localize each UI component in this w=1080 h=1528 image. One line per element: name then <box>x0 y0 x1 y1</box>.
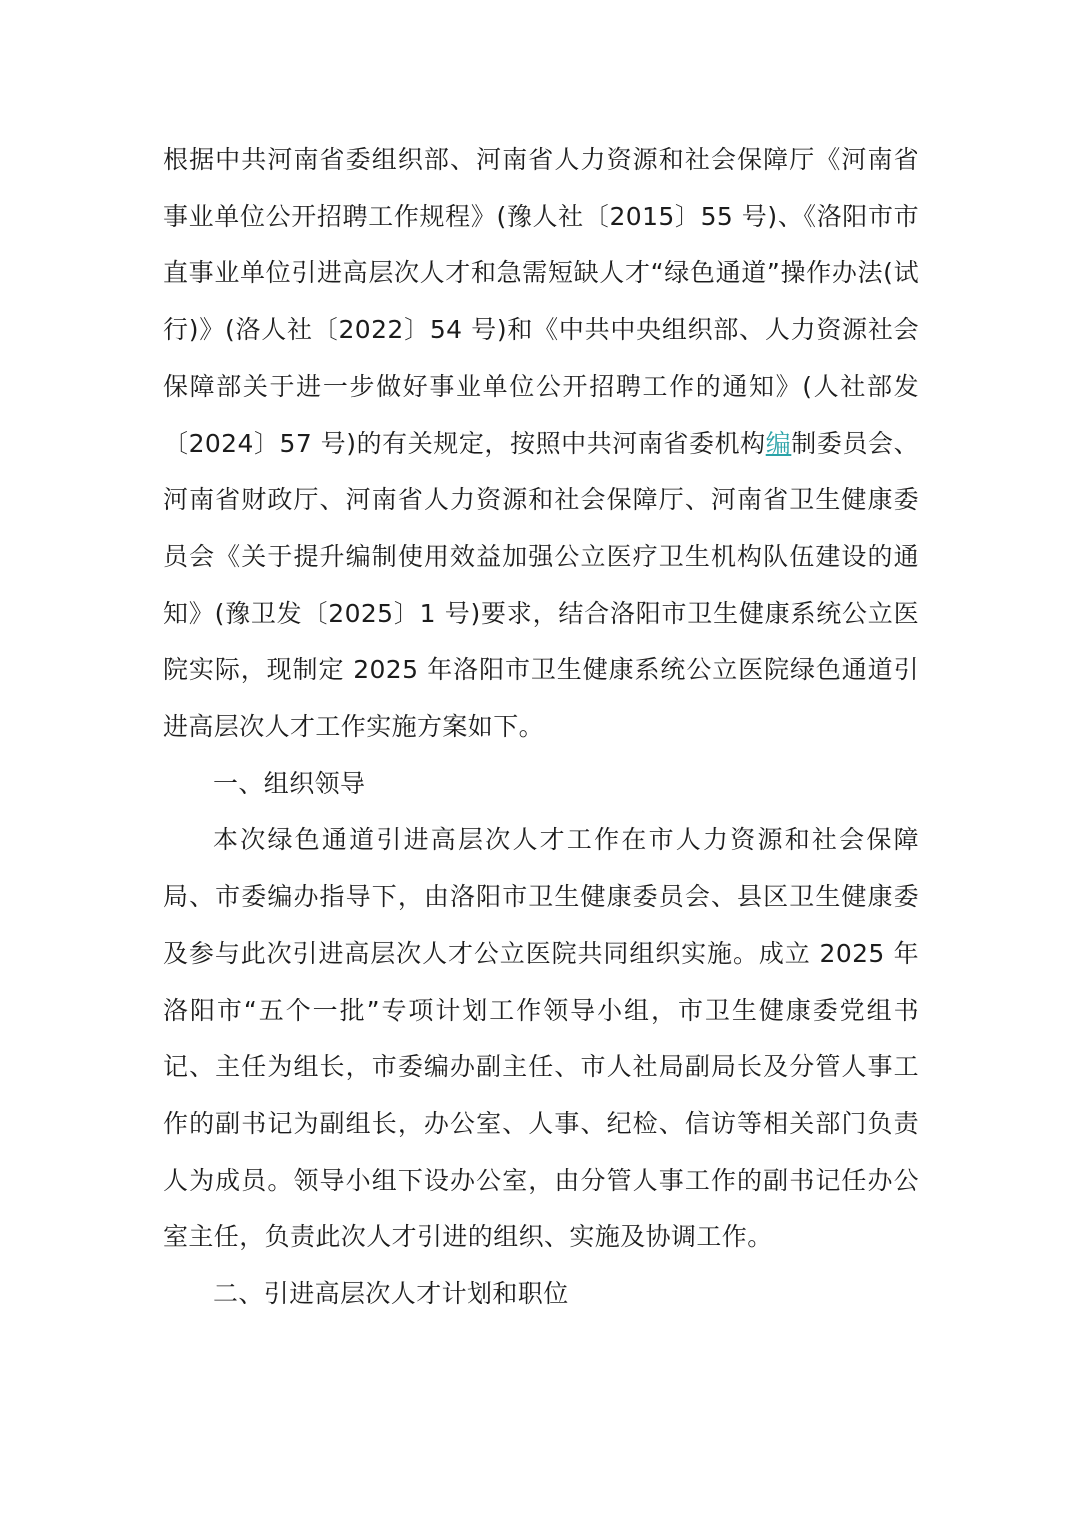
document-body <box>163 132 919 1323</box>
intro-paragraph <box>163 132 919 756</box>
section-heading-organization: 一、组织领导 <box>213 768 366 798</box>
intro-text-before-mark: 根据中共河南省委组织部、河南省人力资源和社会保障厅《河南省事业单位公开招聘工作规程》(豫人社〔2015〕55 号)、《洛阳市市直事业单位引进高层次人才和急需短缺人才“绿色通道”操作办法(试行)》(洛人社〔2022〕54 号)和《中共中央组织部、人力资源社会保障部关于进一步做好事业单位公开招聘工作的通知》(人社部发〔2024〕57 号)的有关规定，按照中共河南省委机构 <box>163 145 919 458</box>
section-body-organization: 本次绿色通道引进高层次人才工作在市人力资源和社会保障局、市委编办指导下，由洛阳市卫生健康委员会、县区卫生健康委及参与此次引进高层次人才公立医院共同组织实施。成立 2025 年洛阳市“五个一批”专项计划工作领导小组，市卫生健康委党组书记、主任为组长，市委编办副主任、市人社局副局长及分管人事工作的副书记为副组长，办公室、人事、纪检、信访等相关部门负责人为成员。领导小组下设办公室，由分管人事工作的副书记任办公室主任，负责此次人才引进的组织、实施及协调工作。 <box>163 825 919 1252</box>
intro-text-after-mark: 制委员会、河南省财政厅、河南省人力资源和社会保障厅、河南省卫生健康委员会《关于提升编制使用效益加强公立医疗卫生机构队伍建设的通知》(豫卫发〔2025〕1 号)要求，结合洛阳市卫生健康系统公立医院实际，现制定 2025 年洛阳市卫生健康系统公立医院绿色通道引进高层次人才工作实施方案如下。 <box>163 428 919 742</box>
highlighted-character: 编 <box>765 428 792 458</box>
section-heading-plan: 二、引进高层次人才计划和职位 <box>213 1279 569 1309</box>
